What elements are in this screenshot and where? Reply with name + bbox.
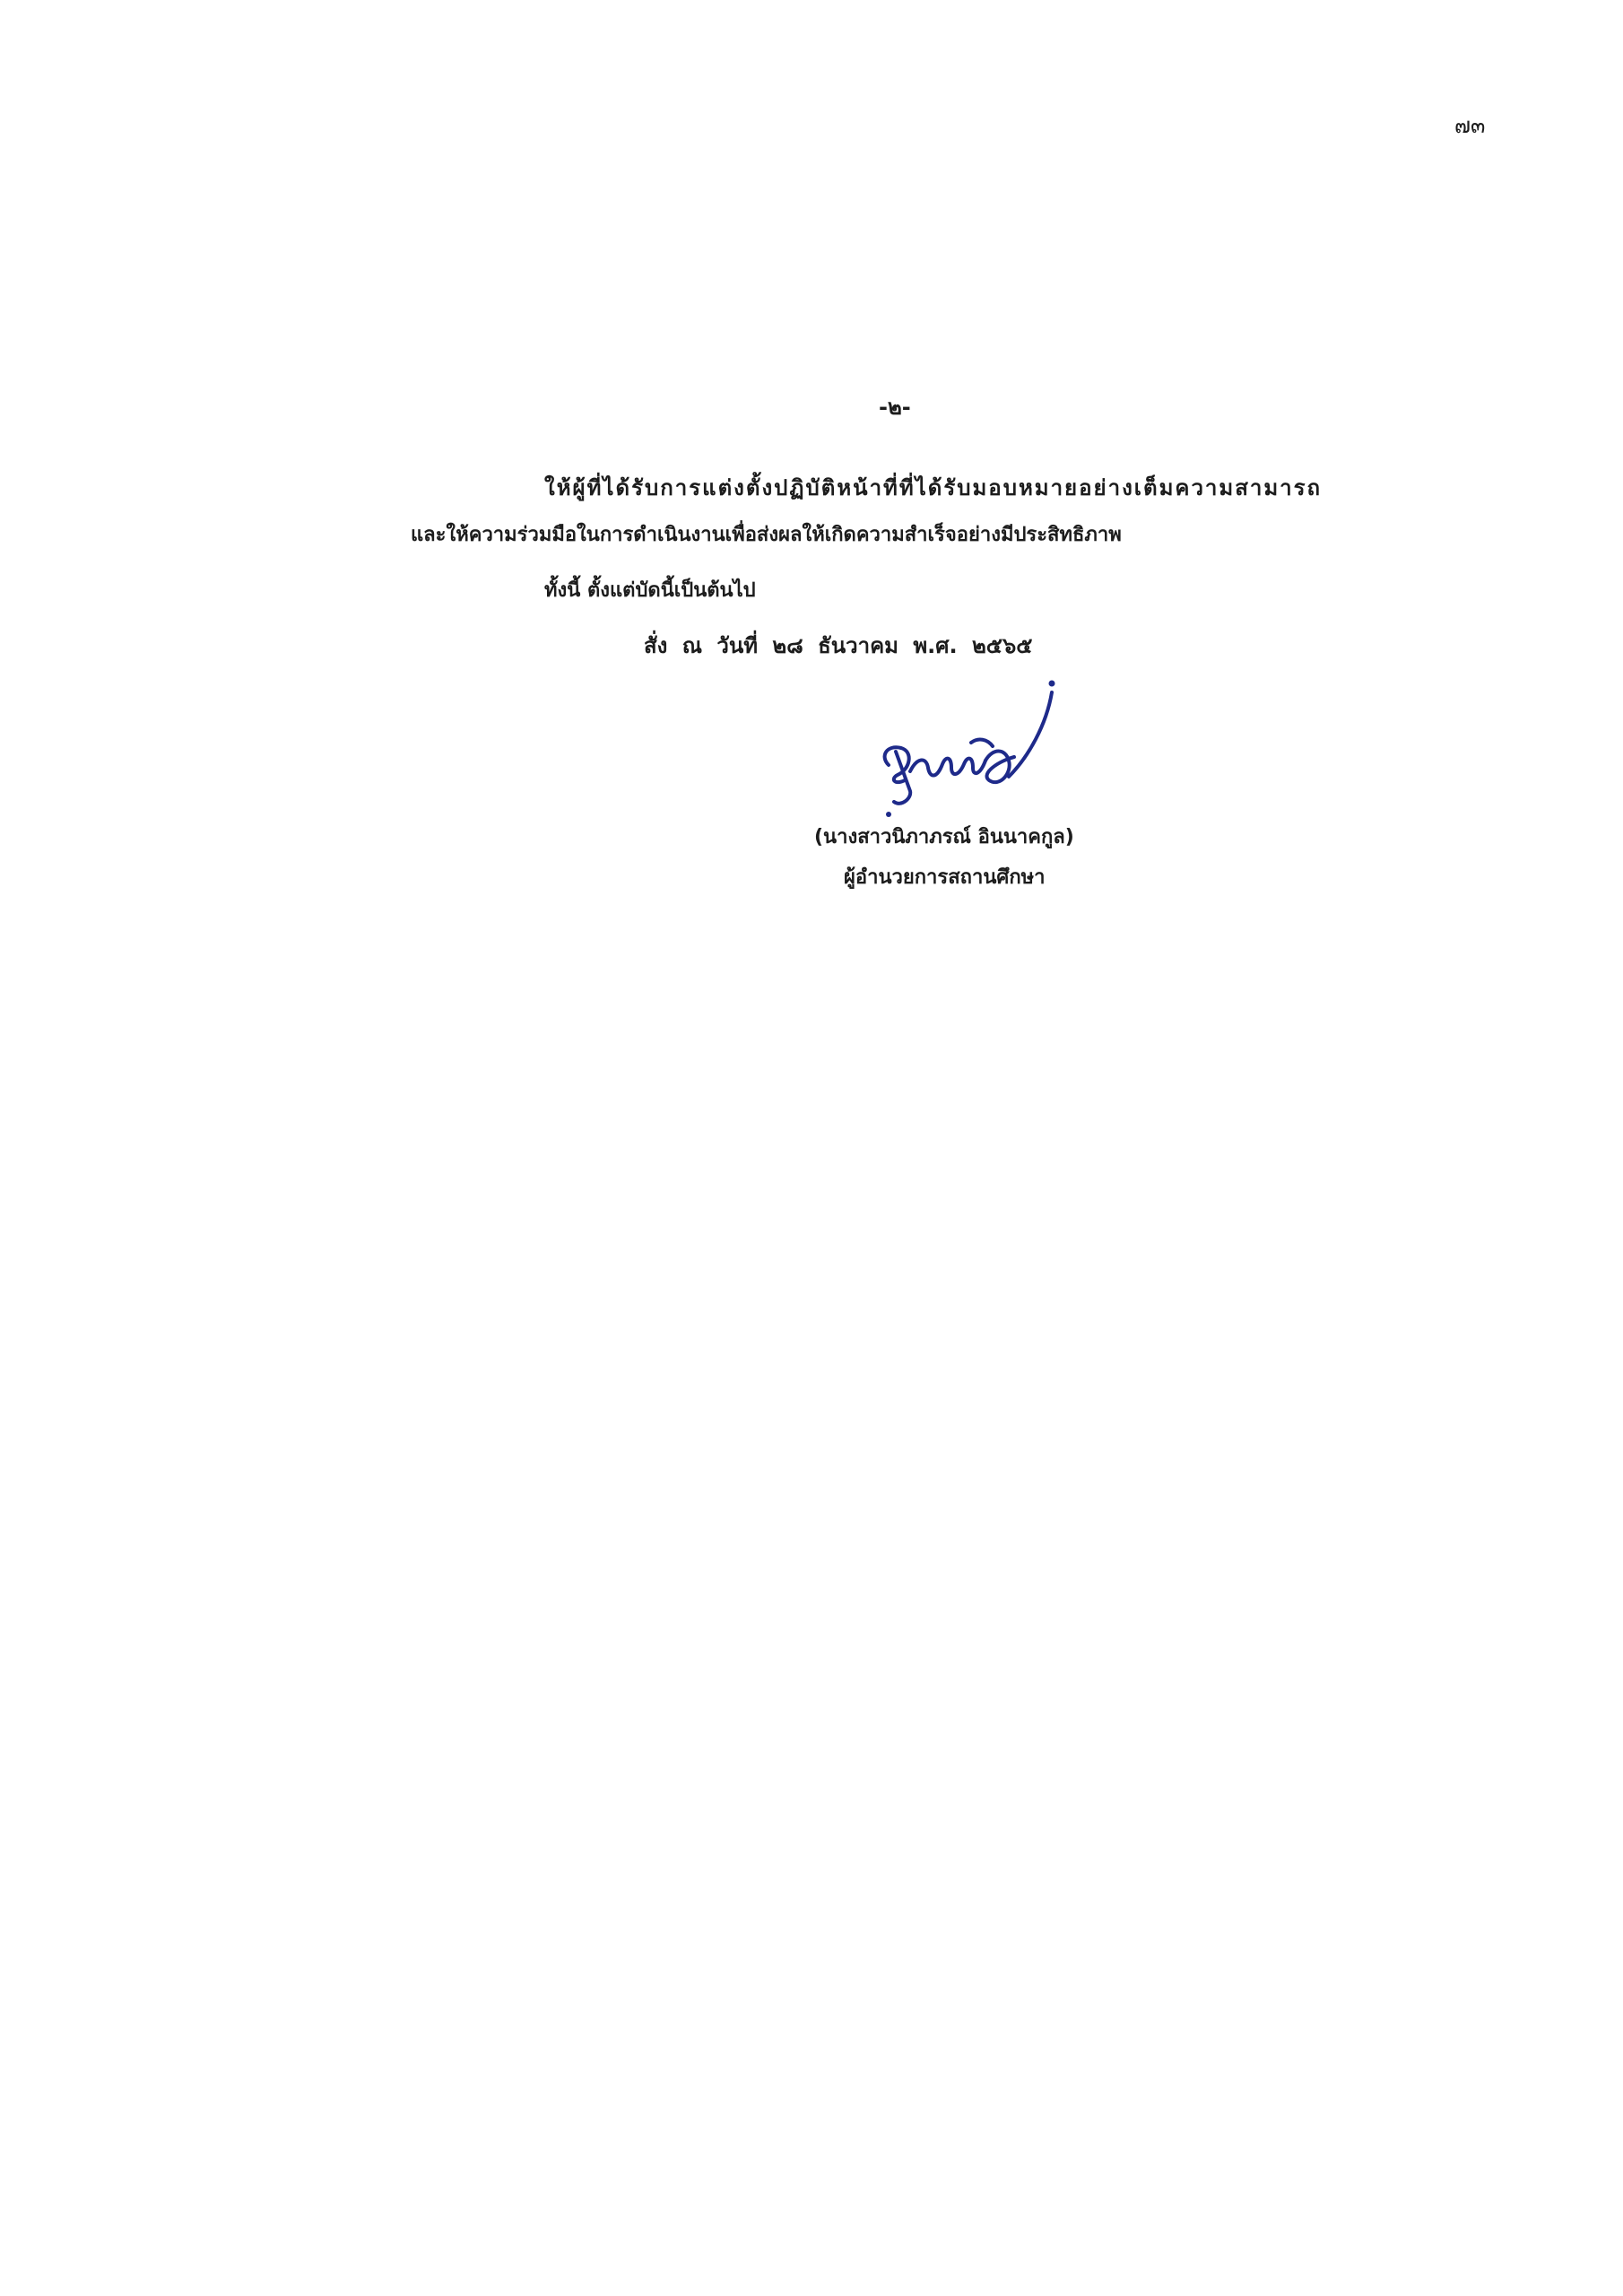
order-date-line: สั่ง ณ วันที่ ๒๘ ธันวาคม พ.ศ. ๒๕๖๕	[644, 633, 1033, 658]
page-number: ๗๓	[1454, 113, 1486, 138]
paragraph-1-line-2: และให้ความร่วมมือในการดำเนินงานเพื่อส่งผลให้เกิดความสำเร็จอย่างมีประสิทธิภาพ	[411, 524, 1122, 546]
signer-position: ผู้อำนวยการสถานศึกษา	[844, 866, 1046, 889]
signer-name: (นางสาวนิภาภรณ์ อินนาคกูล)	[814, 826, 1074, 848]
paragraph-1-line-1: ให้ผู้ที่ได้รับการแต่งตั้งปฏิบัติหน้าที่ที่ได้รับมอบหมายอย่างเต็มความสามารถ	[544, 475, 1323, 500]
handwritten-signature	[874, 671, 1063, 823]
section-number: -๒-	[879, 395, 911, 420]
paragraph-2: ทั้งนี้ ตั้งแต่บัดนี้เป็นต้นไป	[544, 579, 756, 602]
